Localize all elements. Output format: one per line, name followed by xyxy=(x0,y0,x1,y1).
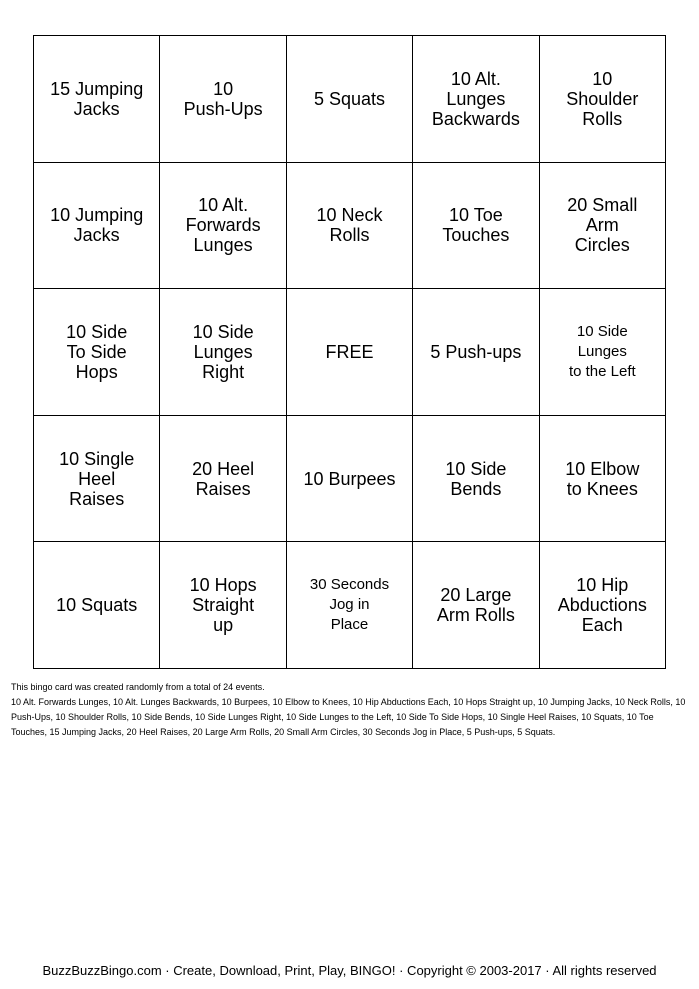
bingo-cell: 10 Side To Side Hops xyxy=(34,289,160,416)
bingo-cell: 10 Elbow to Knees xyxy=(540,416,666,543)
bingo-card-grid xyxy=(33,35,666,669)
bingo-cell: 10 Alt. Lunges Backwards xyxy=(413,36,539,163)
event-list: 10 Alt. Forwards Lunges, 10 Alt. Lunges Backwards, 10 Burpees, 10 Elbow to Knees, 10 Hip Abductions Each, 10 Hops Straight up, 10 Jumping Jacks, 10 Neck Rolls, 10 Push-Ups, 10 Shoulder Rolls, 10 Side Bends, 10 Side Lunges Right, 10 Side Lunges to the Left, 10 Side To Side Hops, 10 Single Heel Raises, 10 Squats, 10 Toe Touches, 15 Jumping Jacks, 20 Heel Raises, 20 Large Arm Rolls, 20 Small Arm Circles, 30 Seconds Jog in Place, 5 Push-ups, 5 Squats. xyxy=(11,697,686,737)
bingo-cell: 15 Jumping Jacks xyxy=(34,36,160,163)
bingo-cell: 10 Hops Straight up xyxy=(160,542,286,669)
bingo-cell: 10 Hip Abductions Each xyxy=(540,542,666,669)
footer-copyright: BuzzBuzzBingo.com · Create, Download, Print, Play, BINGO! · Copyright © 2003-2017 · All rights reserved xyxy=(42,963,657,978)
bingo-cell: 10 Push-Ups xyxy=(160,36,286,163)
bingo-cell: 30 Seconds Jog in Place xyxy=(287,542,413,669)
bingo-cell: 10 Side Bends xyxy=(413,416,539,543)
free-space-cell: FREE xyxy=(287,289,413,416)
bingo-cell: 10 Side Lunges Right xyxy=(160,289,286,416)
card-info xyxy=(11,680,691,740)
bingo-cell: 20 Large Arm Rolls xyxy=(413,542,539,669)
bingo-cell: 5 Squats xyxy=(287,36,413,163)
bingo-cell: 10 Squats xyxy=(34,542,160,669)
bingo-cell: 10 Toe Touches xyxy=(413,163,539,290)
bingo-cell: 10 Jumping Jacks xyxy=(34,163,160,290)
bingo-cell: 20 Small Arm Circles xyxy=(540,163,666,290)
bingo-cell: 5 Push-ups xyxy=(413,289,539,416)
bingo-cell: 10 Side Lunges to the Left xyxy=(540,289,666,416)
bingo-cell: 10 Burpees xyxy=(287,416,413,543)
bingo-cell: 10 Single Heel Raises xyxy=(34,416,160,543)
bingo-cell: 10 Neck Rolls xyxy=(287,163,413,290)
bingo-cell: 10 Alt. Forwards Lunges xyxy=(160,163,286,290)
bingo-cell: 20 Heel Raises xyxy=(160,416,286,543)
card-summary: This bingo card was created randomly from a total of 24 events. xyxy=(11,682,265,692)
bingo-cell: 10 Shoulder Rolls xyxy=(540,36,666,163)
